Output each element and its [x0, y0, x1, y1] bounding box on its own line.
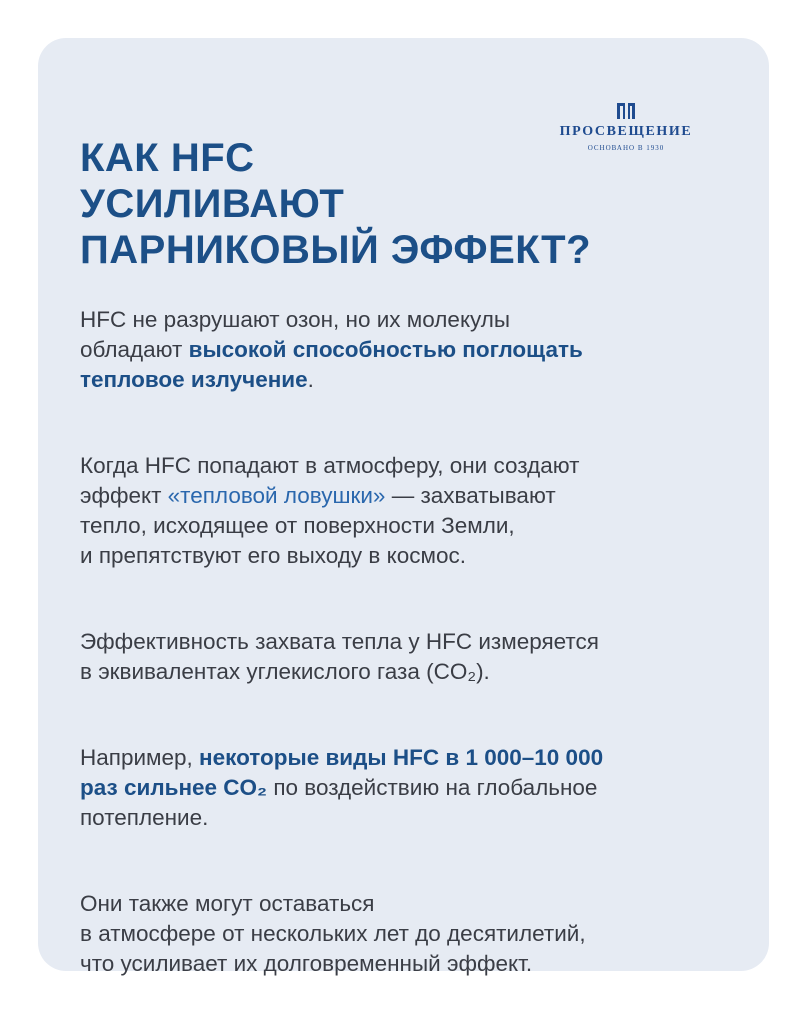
- paragraph-2: [80, 451, 730, 571]
- text-line: и препятствуют его выходу в космос.: [80, 543, 466, 568]
- paragraph-3: [80, 627, 730, 687]
- text-line: [80, 481, 730, 511]
- text-line: [80, 773, 730, 803]
- highlight-text: раз сильнее CO₂: [80, 775, 268, 800]
- text-fragment: обладают: [80, 337, 189, 362]
- text-line: что усиливает их долговременный эффект.: [80, 951, 533, 976]
- paragraph-4: [80, 743, 730, 833]
- text-line: тепло, исходящее от поверхности Земли,: [80, 513, 515, 538]
- paragraph-1: [80, 305, 730, 395]
- text-fragment: Например,: [80, 745, 200, 770]
- text-line: [80, 335, 730, 365]
- title-line: КАК HFC: [80, 136, 255, 180]
- building-icon: [616, 100, 636, 120]
- text-fragment: — захватывают: [385, 483, 556, 508]
- text-line: потепление.: [80, 805, 209, 830]
- highlight-text: тепловое излучение: [80, 367, 308, 392]
- text-fragment: по воздействию на глобальное: [267, 775, 598, 800]
- paragraph-5: [80, 889, 730, 979]
- text-line: в атмосфере от нескольких лет до десятилетий,: [80, 921, 586, 946]
- text-line: [80, 743, 730, 773]
- text-line: Они также могут оставаться: [80, 891, 375, 916]
- text-fragment: .: [307, 367, 314, 392]
- page-title: [80, 135, 591, 273]
- text-line: [80, 365, 730, 395]
- text-line: HFC не разрушают озон, но их молекулы: [80, 307, 511, 332]
- text-line: Когда HFC попадают в атмосферу, они создают: [80, 453, 580, 478]
- quote-highlight: «тепловой ловушки»: [167, 483, 386, 508]
- text-line: в эквивалентах углекислого газа (CO₂).: [80, 659, 490, 684]
- body-text: [80, 305, 730, 979]
- logo-name: ПРОСВЕЩЕНИЕ: [559, 124, 693, 139]
- text-fragment: эффект: [80, 483, 168, 508]
- title-line: УСИЛИВАЮТ: [80, 182, 345, 226]
- logo-tagline: ОСНОВАНО В 1930: [587, 144, 665, 152]
- highlight-text: высокой способностью поглощать: [188, 337, 583, 362]
- text-line: Эффективность захвата тепла у HFC измеряется: [80, 629, 599, 654]
- highlight-text: некоторые виды HFC в 1 000–10 000: [199, 745, 604, 770]
- title-line: ПАРНИКОВЫЙ ЭФФЕКТ?: [80, 228, 592, 272]
